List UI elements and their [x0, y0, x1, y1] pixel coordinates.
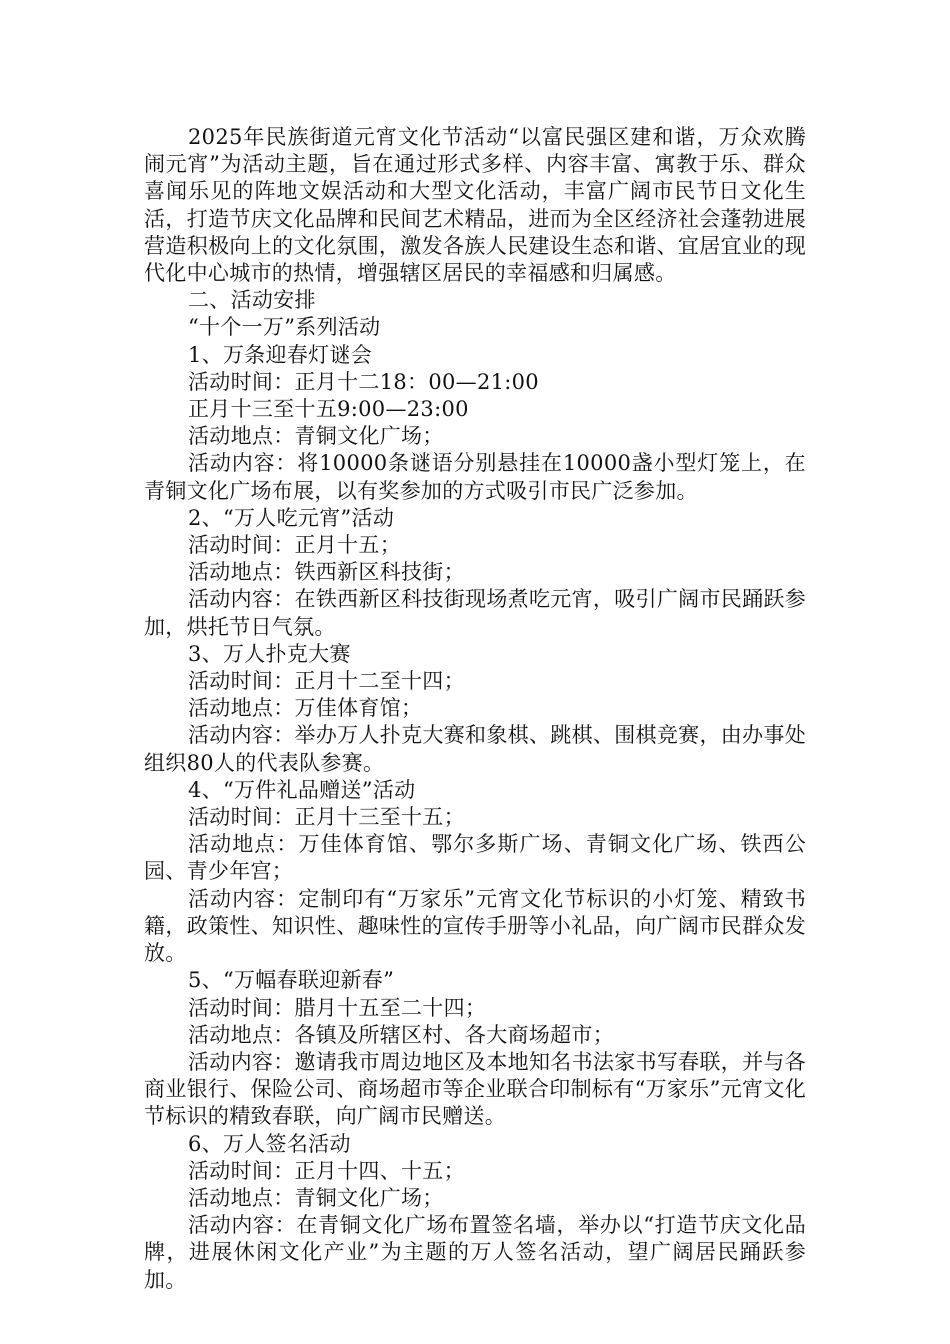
item-5-time: 活动时间：腊月十五至二十四； [188, 995, 487, 1020]
item-2-place: 活动地点：铁西新区科技街； [188, 560, 465, 585]
item-3-time: 活动时间：正月十二至十四； [188, 669, 465, 694]
item-1-place: 活动地点：青铜文化广场； [188, 424, 444, 449]
document-body [144, 124, 806, 1294]
item-1-time-2: 正月十三至十五9:00—23:00 [188, 397, 469, 422]
subsection-heading: “十个一万”系列活动 [188, 315, 381, 340]
section-heading: 二、活动安排 [188, 288, 316, 313]
item-2-content: 活动内容：在铁西新区科技街现场煮吃元宵，吸引广阔市民踊跃参加，烘托节日气氛。 [144, 587, 806, 639]
item-2-time: 活动时间：正月十五； [188, 533, 401, 558]
item-6-title: 6、万人签名活动 [188, 1131, 351, 1156]
item-5-title: 5、“万幅春联迎新春” [188, 968, 395, 993]
intro-paragraph: 2025年民族街道元宵文化节活动“以富民强区建和谐，万众欢腾闹元宵”为活动主题，旨在通过形式多样、内容丰富、寓教于乐、群众喜闻乐见的阵地文娱活动和大型文化活动，丰富广阔市民节日文化生活，打造节庆文化品牌和民间艺术精品，进而为全区经济社会蓬勃进展营造积极向上的文化氛围，激发各族人民建设生态和谐、宜居宜业的现代化中心城市的热情，增强辖区居民的幸福感和归属感。 [144, 125, 806, 286]
item-1-title: 1、万条迎春灯谜会 [188, 342, 373, 367]
item-6-place: 活动地点：青铜文化广场； [188, 1185, 444, 1210]
item-5-place: 活动地点：各镇及所辖区村、各大商场超市； [188, 1022, 614, 1047]
item-1-content: 活动内容：将10000条谜语分别悬挂在10000盏小型灯笼上，在青铜文化广场布展，以有奖参加的方式吸引市民广泛参加。 [144, 451, 806, 503]
item-4-content: 活动内容：定制印有“万家乐”元宵文化节标识的小灯笼、精致书籍，政策性、知识性、趣味性的宣传手册等小礼品，向广阔市民群众发放。 [144, 886, 806, 966]
item-3-title: 3、万人扑克大赛 [188, 641, 351, 666]
item-2-title: 2、“万人吃元宵”活动 [188, 505, 395, 530]
item-1-time: 活动时间：正月十二18：00—21:00 [188, 369, 539, 394]
item-5-content: 活动内容：邀请我市周边地区及本地知名书法家书写春联，并与各商业银行、保险公司、商场超市等企业联合印制标有“万家乐”元宵文化节标识的精致春联，向广阔市民赠送。 [144, 1049, 806, 1129]
item-3-content: 活动内容：举办万人扑克大赛和象棋、跳棋、围棋竞赛，由办事处组织80人的代表队参赛。 [144, 723, 806, 775]
item-4-time: 活动时间：正月十三至十五； [188, 805, 465, 830]
item-4-title: 4、“万件礼品赠送”活动 [188, 777, 416, 802]
item-6-time: 活动时间：正月十四、十五； [188, 1158, 465, 1183]
item-6-content: 活动内容：在青铜文化广场布置签名墙，举办以“打造节庆文化品牌，进展休闲文化产业”为主题的万人签名活动，望广阔居民踊跃参加。 [144, 1213, 806, 1292]
item-3-place: 活动地点：万佳体育馆； [188, 696, 423, 721]
item-4-place: 活动地点：万佳体育馆、鄂尔多斯广场、青铜文化广场、铁西公园、青少年宫； [144, 832, 806, 884]
